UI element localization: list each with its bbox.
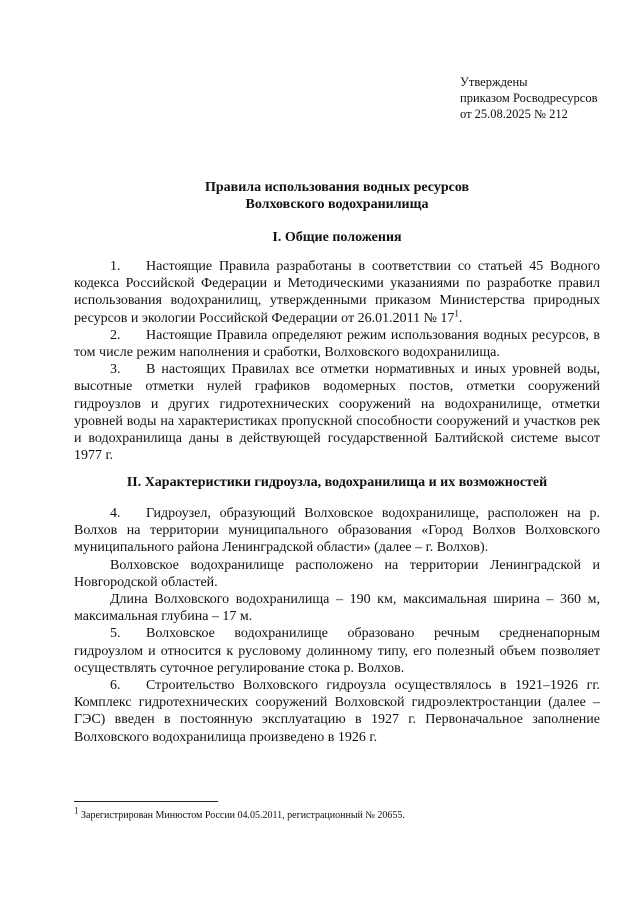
paragraph-number: 3. <box>110 362 121 378</box>
paragraph-text: Гидроузел, образующий Волховское водохранилище, расположен на р. Волхов на территории муниципального образования «Город Волхов Волховского муниципального района Ленинградской области» (далее – г. Волхов). <box>74 506 600 556</box>
paragraph-number: 5. <box>110 626 121 642</box>
paragraph-3 <box>74 361 600 464</box>
document-title-line: Правила использования водных ресурсов <box>204 180 470 195</box>
approval-line: приказом Росводресурсов <box>460 91 598 105</box>
paragraph-4c: Длина Волховского водохранилища – 190 км, максимальная ширина – 360 м, максимальная глубина – 17 м. <box>74 592 600 625</box>
footnote <box>74 805 600 822</box>
section-heading-characteristics: II. Характеристики гидроузла, водохранилища и их возможностей <box>126 475 548 490</box>
footnote-ref: 1 <box>454 307 459 318</box>
footnote-mark: 1 <box>74 805 79 816</box>
paragraph-number: 6. <box>110 678 121 694</box>
paragraph-text: Волховское водохранилище образовано речным средненапорным гидроузлом и относится к русловому долинному типу, его полезный объем позволяет осуществлять суточное регулирование стока р. Волхов. <box>74 626 600 676</box>
approval-line: от 25.08.2025 № 212 <box>460 107 568 121</box>
paragraph-4b: Волховское водохранилище расположено на территории Ленинградской и Новгородской областей. <box>74 557 600 590</box>
paragraph-text: В настоящих Правилах все отметки нормативных и иных уровней воды, высотные отметки нулей графиков водомерных постов, отметки сооружений гидроузлов и других гидротехнических сооружений на водохранилище, отметки уровней воды на характеристиках пропускной способности сооружений и участков рек и водохранилища даны в действующей государственной Балтийской системе высот 1977 г. <box>74 362 600 464</box>
paragraph-6 <box>74 677 600 746</box>
footnote-text: Зарегистрирован Минюстом России 04.05.2011, регистрационный № 20655. <box>81 810 405 821</box>
paragraph-text: Настоящие Правила определяют режим использования водных ресурсов, в том числе режим наполнения и сработки, Волховского водохранилища. <box>74 327 600 361</box>
paragraph-end: . <box>458 310 463 326</box>
paragraph-text: Настоящие Правила разработаны в соответствии со статьей 45 Водного кодекса Российской Федерации и Методическими указаниями по разработке правил использования водохранилищ, утвержденными приказом Министерства природных ресурсов и экологии Российской Федерации от 26.01.2011 № 17 <box>74 259 600 326</box>
document-title <box>74 179 600 213</box>
approval-stamp <box>460 74 635 122</box>
paragraph-number: 4. <box>110 506 121 521</box>
paragraph-1 <box>74 258 600 327</box>
document-title-line: Волховского водохранилища <box>245 197 429 212</box>
section-body-characteristics <box>74 505 600 746</box>
paragraph-number: 2. <box>110 327 121 343</box>
paragraph-2 <box>74 327 600 361</box>
approval-line: Утверждены <box>460 75 528 89</box>
paragraph-5 <box>74 625 600 677</box>
paragraph-number: 1. <box>110 259 121 274</box>
section-heading-general: I. Общие положения <box>272 230 402 245</box>
section-body-general <box>74 258 600 464</box>
footnote-divider <box>74 801 218 802</box>
paragraph-text: Строительство Волховского гидроузла осуществлялось в 1921–1926 гг. Комплекс гидротехнических сооружений Волховской гидроэлектростанции (далее – ГЭС) введен в постоянную эксплуатацию в 1927 г. Первоначальное заполнение Волховского водохранилища произведено в 1926 г. <box>74 678 600 745</box>
paragraph-4 <box>74 505 600 557</box>
